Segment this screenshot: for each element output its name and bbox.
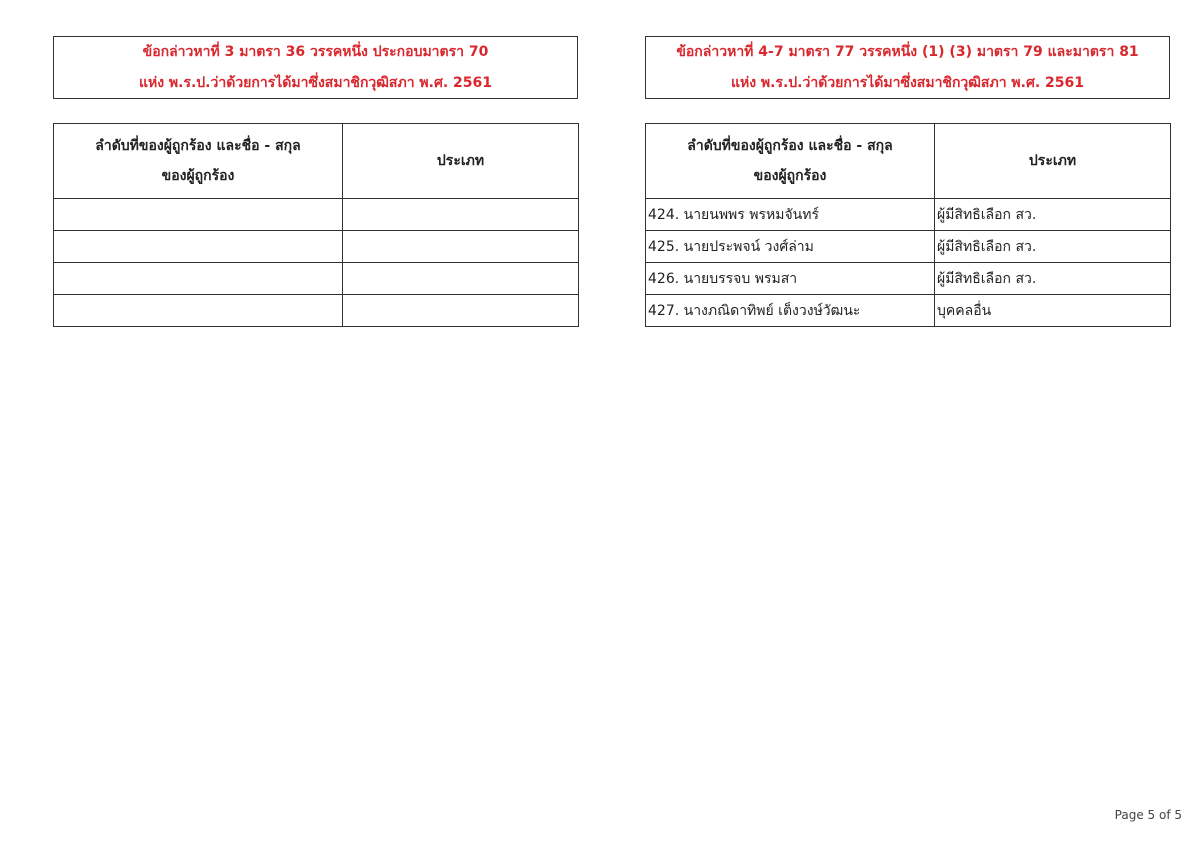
header-name-line1: ลำดับที่ของผู้ถูกร้อง และชื่อ - สกุล xyxy=(687,138,893,154)
header-name-line2: ของผู้ถูกร้อง xyxy=(161,168,235,184)
header-name-line2: ของผู้ถูกร้อง xyxy=(753,168,827,184)
cell-name: 425. นายประพจน์ วงศ์ล่าม xyxy=(646,231,935,263)
header-name-line1: ลำดับที่ของผู้ถูกร้อง และชื่อ - สกุล xyxy=(95,138,301,154)
table-row xyxy=(646,263,1171,295)
header-respondent-name xyxy=(54,124,343,199)
left-title-box xyxy=(53,36,578,99)
cell-name xyxy=(54,295,343,327)
table-row xyxy=(54,263,579,295)
header-respondent-name xyxy=(646,124,935,199)
header-type: ประเภท xyxy=(343,124,579,199)
left-title-line1: ข้อกล่าวหาที่ 3 มาตรา 36 วรรคหนึ่ง ประกอบมาตรา 70 xyxy=(142,44,489,60)
cell-type xyxy=(343,199,579,231)
table-row xyxy=(54,295,579,327)
cell-name xyxy=(54,231,343,263)
left-respondent-table xyxy=(53,123,579,327)
cell-name: 427. นางภณิดาทิพย์ เต็งวงษ์วัฒนะ xyxy=(646,295,935,327)
table-row xyxy=(646,199,1171,231)
table-row xyxy=(646,295,1171,327)
cell-name xyxy=(54,199,343,231)
right-title-box xyxy=(645,36,1170,99)
cell-type: ผู้มีสิทธิเลือก สว. xyxy=(935,231,1171,263)
cell-name: 426. นายบรรจบ พรมสา xyxy=(646,263,935,295)
table-header-row xyxy=(54,124,579,199)
table-header-row xyxy=(646,124,1171,199)
cell-type: ผู้มีสิทธิเลือก สว. xyxy=(935,199,1171,231)
cell-type xyxy=(343,263,579,295)
table-row xyxy=(646,231,1171,263)
cell-name xyxy=(54,263,343,295)
header-type: ประเภท xyxy=(935,124,1171,199)
cell-type xyxy=(343,231,579,263)
right-title-line2: แห่ง พ.ร.ป.ว่าด้วยการได้มาซึ่งสมาชิกวุฒิสภา พ.ศ. 2561 xyxy=(730,75,1085,91)
table-row xyxy=(54,231,579,263)
page-number: Page 5 of 5 xyxy=(1114,808,1182,822)
table-row xyxy=(54,199,579,231)
right-respondent-table xyxy=(645,123,1171,327)
right-title-line1: ข้อกล่าวหาที่ 4-7 มาตรา 77 วรรคหนึ่ง (1) (3) มาตรา 79 และมาตรา 81 xyxy=(676,44,1139,60)
cell-type: ผู้มีสิทธิเลือก สว. xyxy=(935,263,1171,295)
cell-name: 424. นายนพพร พรหมจันทร์ xyxy=(646,199,935,231)
left-title-line2: แห่ง พ.ร.ป.ว่าด้วยการได้มาซึ่งสมาชิกวุฒิสภา พ.ศ. 2561 xyxy=(138,75,493,91)
cell-type: บุคคลอื่น xyxy=(935,295,1171,327)
cell-type xyxy=(343,295,579,327)
